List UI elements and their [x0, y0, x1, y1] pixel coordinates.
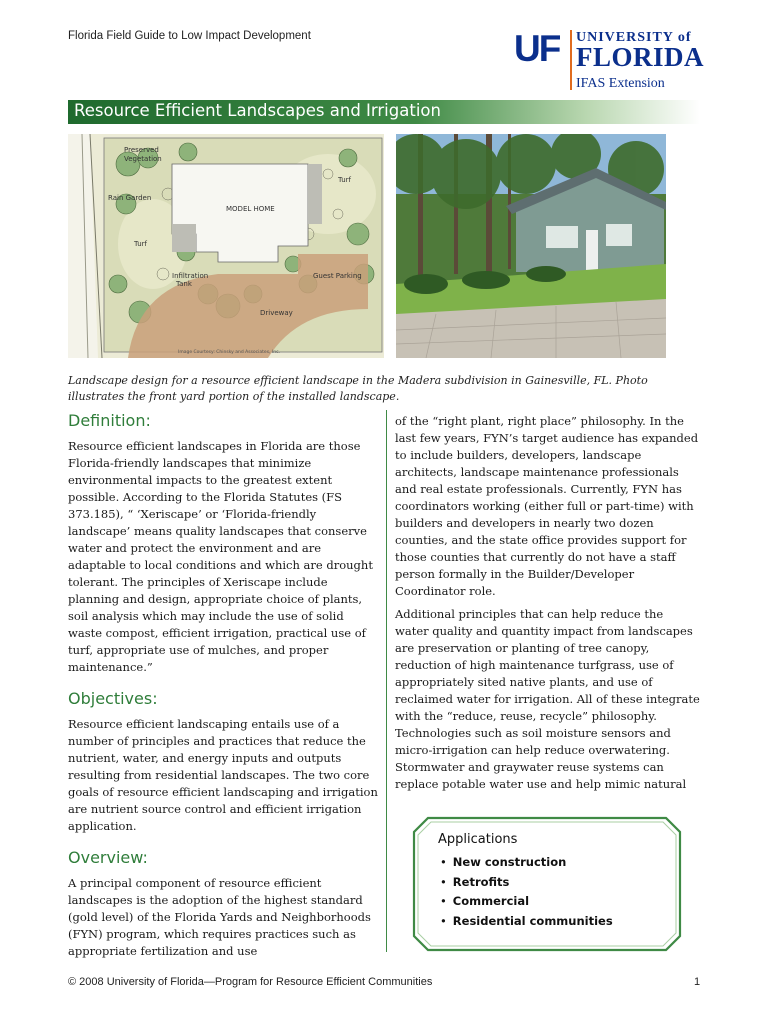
page-number: 1	[694, 976, 701, 988]
label-rain-garden: Rain Garden	[108, 194, 152, 202]
left-column	[68, 410, 380, 960]
logo-ifas: IFAS Extension	[576, 76, 665, 91]
definition-heading: Definition:	[68, 411, 151, 430]
image-credit: Image Courtesy: Chinsky and Associates, Inc.	[178, 350, 280, 355]
label-model-home: MODEL HOME	[226, 205, 275, 213]
overview-body: A principal component of resource efficient landscapes is the adoption of the highest standard (gold level) of the Florida Yards and Neighborhoods (FYN) program, which requires practices such as appropriate fertilization and use	[68, 876, 371, 958]
label-turf-left: Turf	[134, 240, 147, 248]
label-vegetation: Vegetation	[124, 155, 162, 163]
logo-university: UNIVERSITY of	[576, 30, 692, 45]
applications-box	[412, 816, 682, 952]
house-landscape-photo	[396, 134, 666, 358]
list-item: • New construction	[440, 855, 567, 869]
footer-copyright: © 2008 University of Florida—Program for Resource Efficient Communities	[68, 976, 433, 988]
definition-body: Resource efficient landscapes in Florida are those Florida-friendly landscapes that minimize environmental impacts to the greatest extent possible. According to the Florida Statutes (FS 373.185), “ ‘Xeriscape’ or ‘Florida-friendly landscape’ means quality landscapes that conserve water and protect the environment and are adaptable to local conditions and which are drought tolerant. The principles of Xeriscape include planning and design, appropriate choice of plants, soil analysis which may include the use of solid waste compost, efficient irrigation, practical use of turf, appropriate use of mulches, and proper maintenance.”	[68, 439, 373, 674]
running-header: Florida Field Guide to Low Impact Development	[68, 30, 311, 42]
site-plan-drawing	[68, 134, 384, 358]
page-title: Resource Efficient Landscapes and Irrigation	[74, 101, 441, 120]
label-driveway: Driveway	[260, 309, 293, 317]
logo-florida: FLORIDA	[576, 42, 705, 72]
label-tank: Tank	[176, 280, 192, 288]
overview-continued-1: of the “right plant, right place” philosophy. In the last few years, FYN’s target audience has expanded to include builders, developers, landscape architects, landscape maintenance professionals and real estate professionals. Currently, FYN has coordinators working (either full or part-time) with builders and developers in nearly two dozen counties, and the state office provides support for those counties that currently do not have a staff person formally in the Builder/Developer Coordinator role.	[395, 414, 699, 598]
list-item: • Retrofits	[440, 874, 510, 889]
applications-title: Applications	[438, 832, 518, 847]
objectives-heading: Objectives:	[68, 689, 158, 708]
applications-list	[440, 853, 613, 931]
label-preserved: Preserved	[124, 146, 159, 154]
list-item: • Commercial	[440, 894, 530, 908]
overview-continued-2: Additional principles that can help reduce the water quality and quantity impact from landscapes are preservation or planting of tree canopy, reduction of high maintenance turfgrass, use of appropriately sited native plants, and use of reclaimed water for irrigation. All of these integrate with the “reduce, reuse, recycle” philosophy. Technologies such as soil moisture sensors and micro-irrigation can help reduce overwatering. Stormwater and graywater reuse systems can replace potable water use and help mimic natural	[395, 607, 700, 791]
title-banner	[68, 100, 700, 124]
label-infiltration: Infiltration	[172, 272, 209, 280]
uf-ifas-logo	[514, 30, 714, 94]
figure-caption: Landscape design for a resource efficient landscape in the Madera subdivision in Gainesville, FL. Photo illustrates the front yard portion of the installed landscape.	[68, 374, 648, 403]
objectives-body: Resource efficient landscaping entails use of a number of principles and practices that reduce the nutrient, water, and energy inputs and outputs resulting from residential landscapes. The two core goals of resource efficient landscaping and irrigation are nutrient source control and efficient irrigation application.	[68, 717, 378, 833]
logo-divider	[570, 30, 572, 90]
overview-heading: Overview:	[68, 848, 148, 867]
column-divider	[386, 410, 387, 952]
label-guest-parking: Guest Parking	[313, 272, 362, 280]
uf-letters: UF	[514, 28, 560, 69]
list-item: • Residential communities	[440, 913, 613, 928]
label-turf-top: Turf	[338, 176, 351, 184]
right-column	[395, 413, 700, 793]
